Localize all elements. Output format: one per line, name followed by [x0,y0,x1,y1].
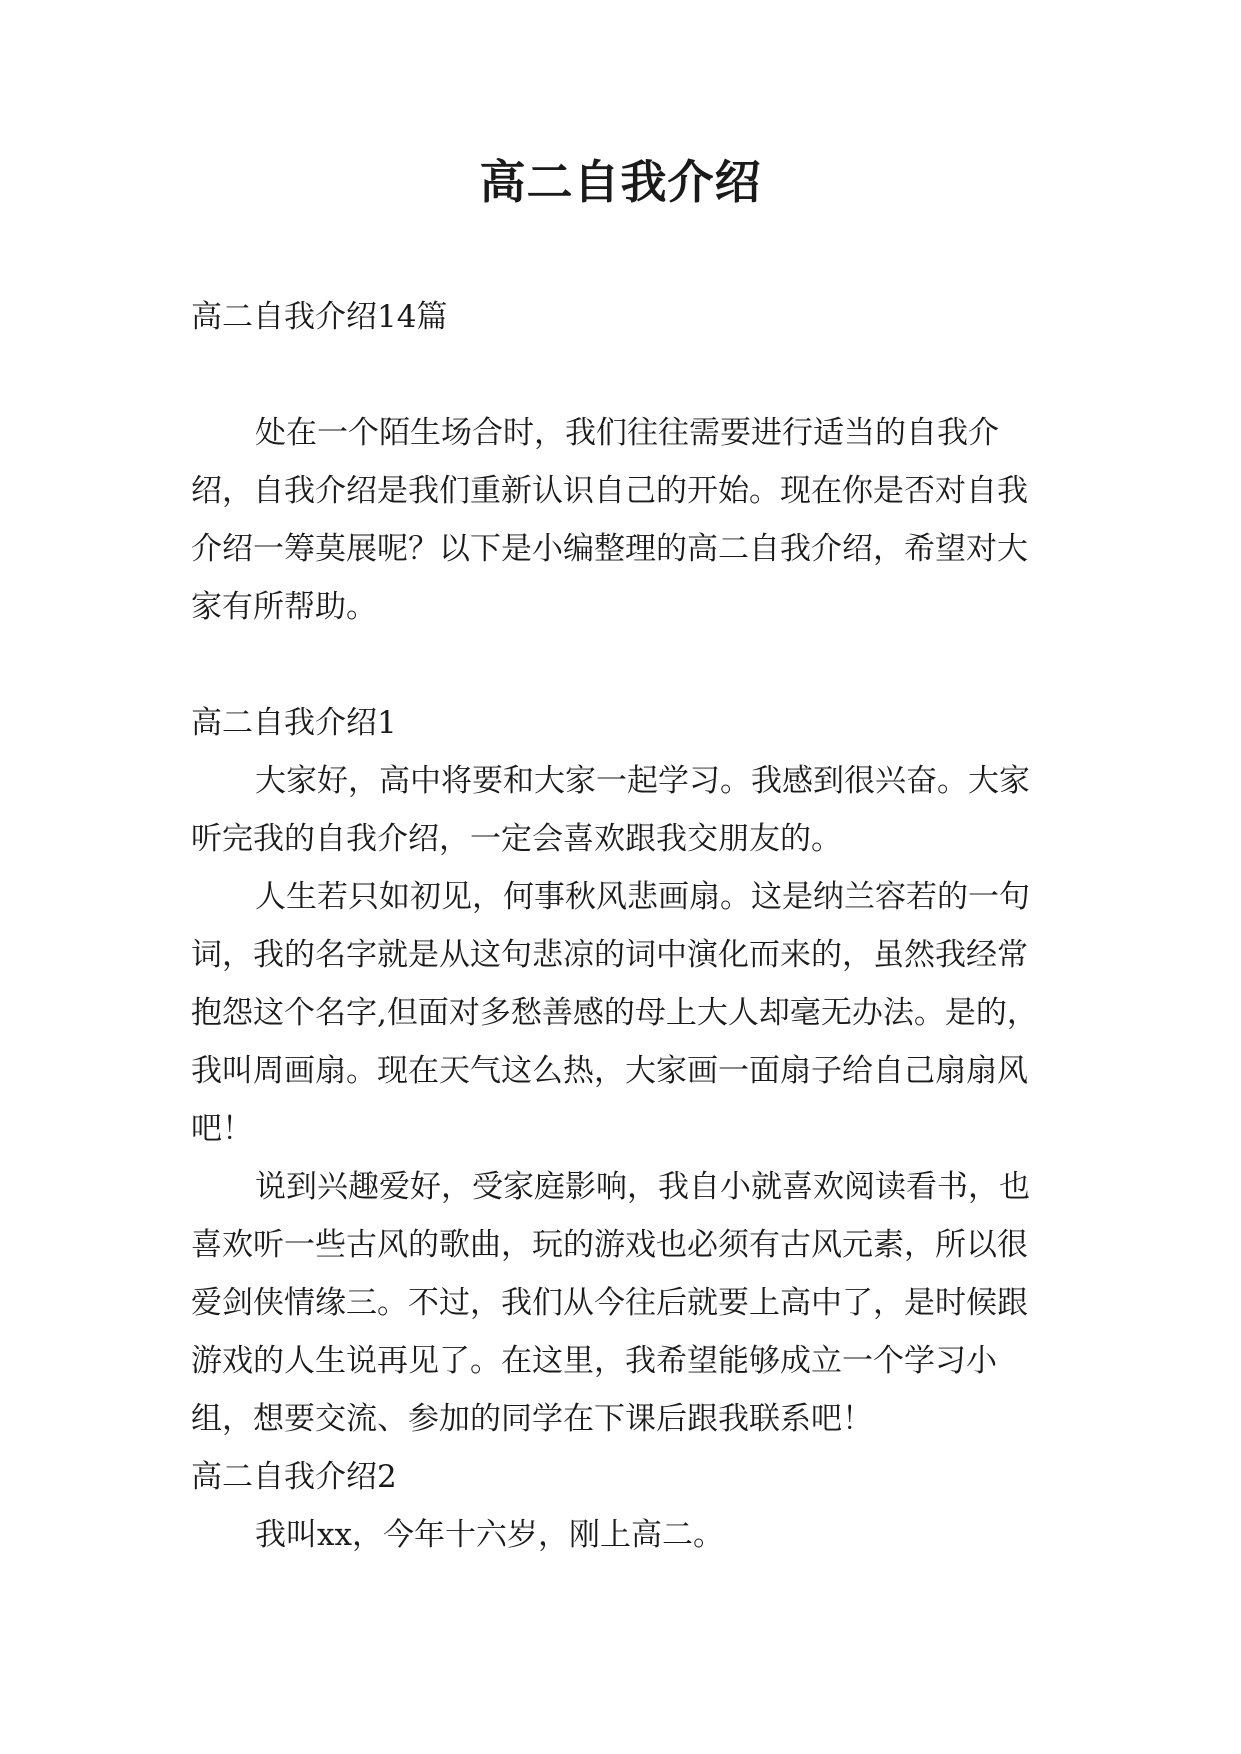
section-2-paragraph-1: 我叫xx，今年十六岁，刚上高二。 [255,1517,724,1553]
document-subtitle: 高二自我介绍14篇 [191,299,448,335]
section-heading-2: 高二自我介绍2 [191,1459,397,1495]
section-1-paragraph-3: 说到兴趣爱好，受家庭影响，我自小就喜欢阅读看书，也喜欢听一些古风的歌曲，玩的游戏也必须有古风元素，所以很爱剑侠情缘三。不过，我们从今往后就要上高中了，是时候跟游戏的人生说再见了。在这里，我希望能够成立一个学习小组，想要交流、参加的同学在下课后跟我联系吧！ [191,1169,1030,1437]
section-heading-1: 高二自我介绍1 [191,705,397,741]
document-body [191,288,1055,1564]
section-1-paragraph-2: 人生若只如初见，何事秋风悲画扇。这是纳兰容若的一句词，我的名字就是从这句悲凉的词中演化而来的，虽然我经常抱怨这个名字,但面对多愁善感的母上大人却毫无办法。是的，我叫周画扇。现在天气这么热，大家画一面扇子给自己扇扇风吧！ [191,879,1038,1147]
intro-paragraph: 处在一个陌生场合时，我们往往需要进行适当的自我介绍，自我介绍是我们重新认识自己的开始。现在你是否对自我介绍一筹莫展呢？以下是小编整理的高二自我介绍，希望对大家有所帮助。 [191,415,1028,625]
section-1-paragraph-1: 大家好，高中将要和大家一起学习。我感到很兴奋。大家听完我的自我介绍，一定会喜欢跟我交朋友的。 [191,763,1030,857]
document-title: 高二自我介绍 [479,155,762,209]
